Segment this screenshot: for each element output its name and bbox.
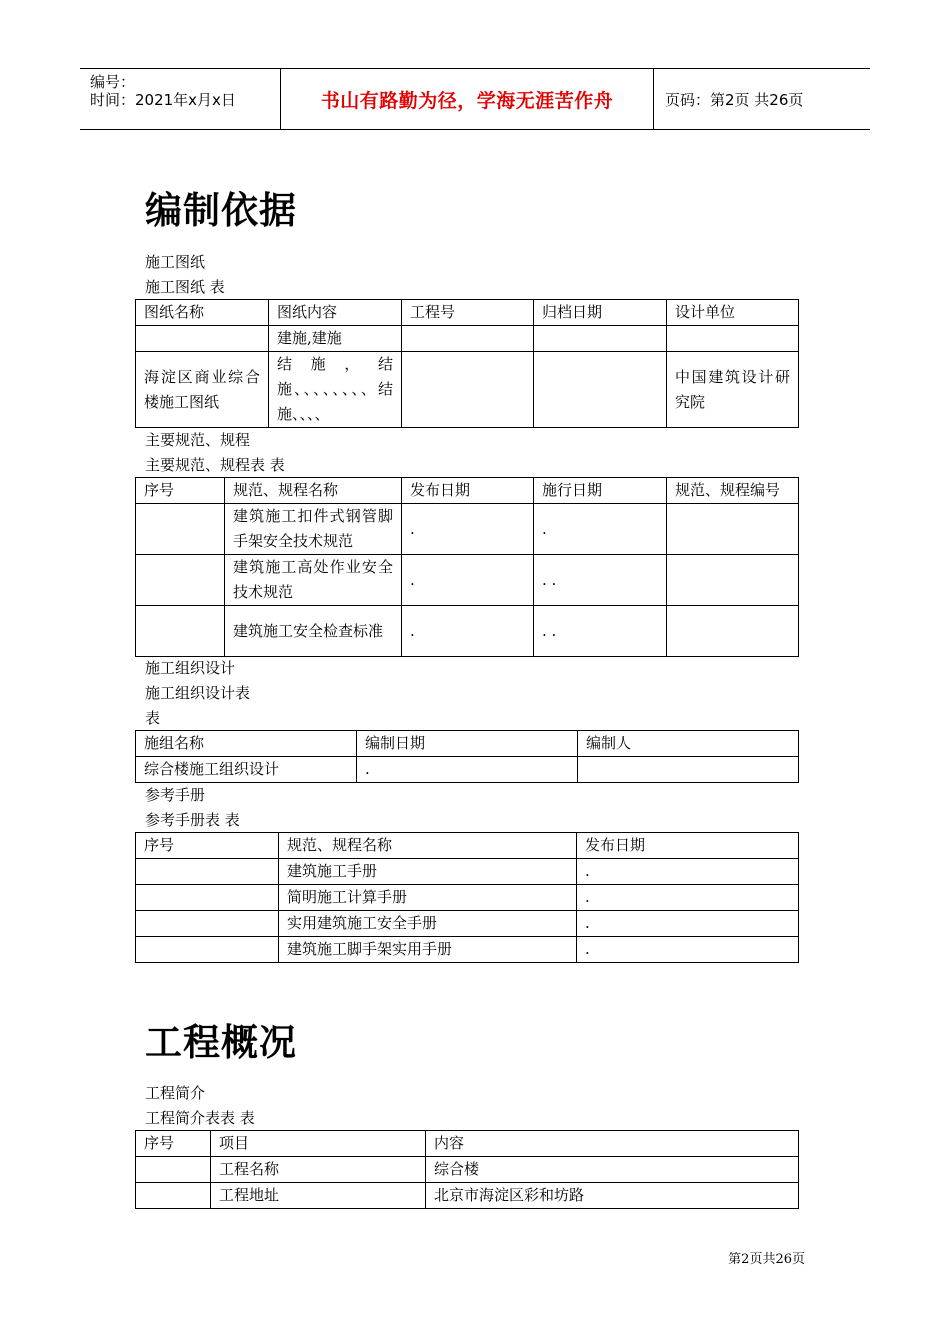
table-cell: 建筑施工手册 (279, 859, 577, 885)
table-cell (667, 326, 799, 352)
table-cell: . (402, 606, 534, 657)
table-cell: 海淀区商业综合楼施工图纸 (136, 352, 269, 428)
table-cell (136, 911, 279, 937)
table-cell: 实用建筑施工安全手册 (279, 911, 577, 937)
table-header-cell: 序号 (136, 833, 279, 859)
table-cell: 建筑施工安全检查标准 (225, 606, 402, 657)
table-header-cell: 规范、规程名称 (279, 833, 577, 859)
table-header-cell: 发布日期 (577, 833, 799, 859)
table-header-row (136, 478, 799, 504)
table-header-cell: 序号 (136, 1131, 211, 1157)
table-row (136, 859, 799, 885)
section-title-overview: 工程概况 (145, 1021, 297, 1064)
table-cell: 工程地址 (211, 1183, 426, 1209)
table-cell (136, 859, 279, 885)
table-cell (667, 555, 799, 606)
table-header-row (136, 731, 799, 757)
header-meta (80, 69, 281, 129)
intro-table (135, 1130, 799, 1209)
table-cell (402, 352, 534, 428)
table-cell: . (577, 937, 799, 963)
table-cell: . . (534, 606, 667, 657)
table-cell: . (577, 885, 799, 911)
table-header-cell: 工程号 (402, 300, 534, 326)
table-cell (136, 937, 279, 963)
table-header-row (136, 1131, 799, 1157)
table-cell (534, 352, 667, 428)
table-header-cell: 规范、规程名称 (225, 478, 402, 504)
table-cell: . (534, 504, 667, 555)
table-header-cell: 内容 (426, 1131, 799, 1157)
table-cell: 建筑施工高处作业安全技术规范 (225, 555, 402, 606)
table-cell (136, 504, 225, 555)
table-cell (667, 606, 799, 657)
table-header-cell: 发布日期 (402, 478, 534, 504)
table-cell: 结施，结施、、、、、、、、结施、、、、 (269, 352, 402, 428)
standards-heading: 主要规范、规程 (145, 431, 251, 449)
table-row (136, 757, 799, 783)
table-cell: 综合楼 (426, 1157, 799, 1183)
table-row (136, 352, 799, 428)
table-header-row (136, 300, 799, 326)
table-cell (136, 326, 269, 352)
table-cell: 综合楼施工组织设计 (136, 757, 357, 783)
time-label: 时间：2021年x月x日 (90, 91, 236, 109)
drawings-heading: 施工图纸 (145, 253, 206, 271)
table-row (136, 555, 799, 606)
table-row (136, 326, 799, 352)
page-label: 页码：第2页 共26页 (665, 90, 804, 109)
table-cell: . (357, 757, 578, 783)
table-header-cell: 项目 (211, 1131, 426, 1157)
table-cell: 建施,建施 (269, 326, 402, 352)
table-cell (136, 1157, 211, 1183)
drawings-caption: 施工图纸 表 (145, 278, 225, 296)
table-header-cell: 归档日期 (534, 300, 667, 326)
table-header-cell: 施行日期 (534, 478, 667, 504)
table-cell: . (402, 504, 534, 555)
table-cell (534, 326, 667, 352)
standards-table (135, 477, 799, 657)
manuals-caption: 参考手册表 表 (145, 811, 240, 829)
table-cell: 中国建筑设计研究院 (667, 352, 799, 428)
table-row (136, 885, 799, 911)
page-header (80, 68, 870, 130)
org-design-table (135, 730, 799, 783)
table-row (136, 937, 799, 963)
table-cell: 工程名称 (211, 1157, 426, 1183)
table-header-cell: 序号 (136, 478, 225, 504)
table-cell (136, 1183, 211, 1209)
table-row (136, 1183, 799, 1209)
table-cell (136, 555, 225, 606)
table-row (136, 1157, 799, 1183)
drawings-table (135, 299, 799, 428)
table-cell (578, 757, 799, 783)
table-header-cell: 施组名称 (136, 731, 357, 757)
org-design-caption-2: 表 (145, 709, 161, 727)
table-cell (136, 885, 279, 911)
table-cell (136, 606, 225, 657)
table-cell: . (577, 911, 799, 937)
table-header-cell: 图纸内容 (269, 300, 402, 326)
table-cell (667, 504, 799, 555)
table-header-cell: 编制人 (578, 731, 799, 757)
table-row (136, 606, 799, 657)
table-cell (402, 326, 534, 352)
number-label: 编号： (90, 73, 136, 91)
table-cell: . (577, 859, 799, 885)
table-row (136, 504, 799, 555)
header-motto-cell (281, 69, 654, 129)
manuals-table (135, 832, 799, 963)
table-cell: 建筑施工脚手架实用手册 (279, 937, 577, 963)
table-header-cell: 图纸名称 (136, 300, 269, 326)
org-design-caption: 施工组织设计表 (145, 684, 251, 702)
intro-caption: 工程简介表表 表 (145, 1109, 255, 1127)
table-header-cell: 编制日期 (357, 731, 578, 757)
org-design-heading: 施工组织设计 (145, 659, 236, 677)
intro-heading: 工程简介 (145, 1084, 206, 1102)
page-footer: 第2页共26页 (728, 1252, 805, 1267)
table-header-row (136, 833, 799, 859)
table-row (136, 911, 799, 937)
motto: 书山有路勤为径，学海无涯苦作舟 (320, 89, 614, 112)
table-cell: . . (534, 555, 667, 606)
table-cell: 北京市海淀区彩和坊路 (426, 1183, 799, 1209)
table-header-cell: 设计单位 (667, 300, 799, 326)
header-page-cell (655, 69, 870, 129)
table-cell: 建筑施工扣件式钢管脚手架安全技术规范 (225, 504, 402, 555)
manuals-heading: 参考手册 (145, 786, 206, 804)
table-cell: . (402, 555, 534, 606)
table-header-cell: 规范、规程编号 (667, 478, 799, 504)
section-title-basis: 编制依据 (145, 189, 297, 232)
standards-caption: 主要规范、规程表 表 (145, 456, 285, 474)
table-cell: 简明施工计算手册 (279, 885, 577, 911)
